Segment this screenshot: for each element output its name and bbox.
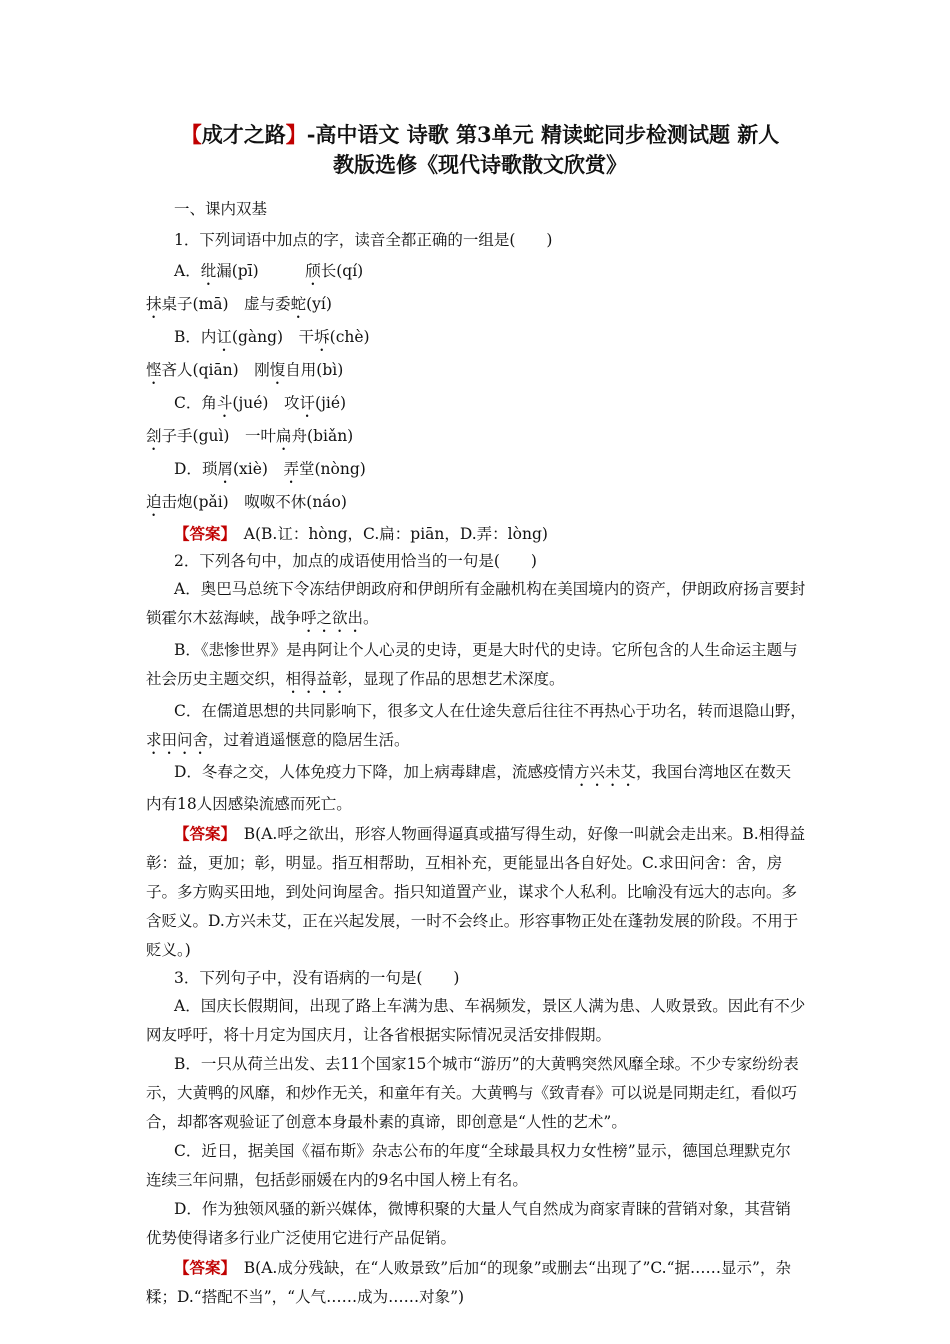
title-bracket-text: 成才之路	[201, 122, 286, 147]
q1-option-b-line2	[146, 355, 806, 388]
dotted-char: 蛇	[290, 295, 307, 313]
option-label: D．	[174, 460, 202, 478]
word-part: 自用(bì)	[285, 361, 344, 379]
q2-answer	[146, 819, 806, 965]
page-title	[140, 120, 820, 180]
title-line-2: 教版选修《现代诗歌散文欣赏》	[333, 152, 627, 177]
dotted-char: 屑	[217, 460, 233, 478]
word-part: (chè)	[329, 328, 370, 346]
q2-stem: 2．下列各句中，加点的成语使用恰当的一句是( )	[174, 552, 537, 570]
word-part: 角	[201, 394, 217, 412]
dotted-char: 斗	[216, 394, 233, 412]
title-bracket-open: 【	[180, 122, 202, 147]
dotted-char: 纰	[200, 262, 217, 280]
word-part: 击炮(pǎi)	[161, 493, 229, 511]
dotted-idiom: 相得益彰	[285, 670, 348, 688]
q1-option-b-line1	[146, 322, 806, 355]
option-text: B．《悲惨世界》是冉阿让个人心灵的史诗，更是大时代的史诗。它所包含的人生命运主题与社会历史主题交织，	[146, 641, 798, 688]
word-part: (yí)	[306, 295, 332, 313]
word-part: 虚与委	[244, 295, 291, 313]
option-text: 。	[363, 609, 379, 627]
dotted-char: 弄	[283, 460, 299, 478]
answer-label: 【答案】	[174, 824, 229, 843]
word-part: 刚	[254, 361, 270, 379]
option-text: ，过着逍遥惬意的隐居生活。	[208, 731, 410, 749]
q2-option-d	[146, 758, 806, 819]
document-body	[146, 194, 806, 1312]
q2-option-b	[146, 636, 806, 697]
word-part: (jué)	[232, 394, 269, 412]
q3-stem: 3．下列句子中，没有语病的一句是( )	[174, 969, 460, 987]
q3-answer	[146, 1253, 806, 1312]
title-bracket-close: 】	[285, 122, 307, 147]
dotted-char: 坼	[314, 328, 330, 346]
dotted-char: 颀	[305, 262, 321, 280]
q1-option-c-line2	[146, 421, 806, 454]
q3-option-d: D．作为独领风骚的新兴媒体，微博积聚的大量人气自然成为商家青睐的营销对象，其营销优势使得诸多行业广泛使用它进行产品促销。	[146, 1200, 791, 1247]
word-part: 漏(pī)	[216, 262, 259, 280]
q3-option-a: A．国庆长假期间，出现了路上车满为患、车祸频发，景区人满为患、人败景致。因此有不少网友呼吁，将十月定为国庆月，让各省根据实际情况灵活安排假期。	[146, 997, 806, 1044]
option-label: B．	[174, 328, 201, 346]
word-part: 子手(guì)	[161, 427, 230, 445]
option-label: C．	[174, 394, 202, 412]
q1-stem: 1．下列词语中加点的字，读音全都正确的一组是( )	[174, 231, 553, 249]
section-heading: 一、课内双基	[174, 200, 268, 218]
word-part: (xiè)	[232, 460, 268, 478]
dotted-char: 扁	[276, 427, 292, 445]
option-text: C．在儒道思想的共同影响下，很多文人在仕途失意后往往不再热心于功名，转而退隐山野，	[174, 702, 806, 720]
dotted-char: 讦	[299, 394, 316, 412]
q3-option-c: C．近日，据美国《福布斯》杂志公布的年度“全球最具权力女性榜”显示，德国总理默克尔连续三年问鼎，包括彭丽媛在内的9名中国人榜上有名。	[146, 1142, 791, 1189]
q1-option-a-line2	[146, 289, 806, 322]
word-part: 吝人(qiān)	[161, 361, 239, 379]
answer-text: B(A.成分残缺，在“人败景致”后加“的现象”或删去“出现了”C.“据……显示”，杂糅；D.“搭配不当”，“人气……成为……对象”)	[146, 1259, 791, 1306]
answer-text: A(B.讧：hòng，C.扁：piān，D.弄：lòng)	[228, 525, 548, 543]
word-part: 琐	[201, 460, 218, 478]
word-part: 呶呶不休	[244, 493, 307, 511]
word-part: 攻	[283, 394, 300, 412]
dotted-idiom: 呼之欲出	[301, 609, 364, 627]
option-text: A．奥巴马总统下令冻结伊朗政府和伊朗所有金融机构在美国境内的资产，伊朗政府扬言要封锁霍尔木兹海峡，战争	[146, 580, 806, 627]
q1-answer	[146, 520, 806, 548]
option-text: D．冬春之交，人体免疫力下降，加上病毒肆虐，流感疫情	[174, 763, 574, 781]
word-part: 舟(biǎn)	[291, 427, 354, 445]
word-part: 长(qí)	[320, 262, 364, 280]
dotted-char: 讧	[216, 328, 232, 346]
option-label: A．	[174, 262, 201, 280]
q3-option-b: B．一只从荷兰出发、去11个国家15个城市“游历”的大黄鸭突然风靡全球。不少专家纷纷表示，大黄鸭的风靡，和炒作无关，和童年有关。大黄鸭与《致青春》可以说是同期走红，看似巧合，却都客观验证了创意本身最朴素的真谛，即创意是“人性的艺术”。	[146, 1055, 799, 1131]
dotted-char: 悭	[146, 361, 162, 379]
word-part: 干	[298, 328, 315, 346]
word-part: (gàng)	[231, 328, 284, 346]
q1-option-d-line2	[146, 487, 806, 520]
word-part: (jié)	[315, 394, 347, 412]
dotted-idiom: 求田问舍	[146, 731, 209, 749]
q2-option-a	[146, 575, 806, 636]
answer-label: 【答案】	[174, 524, 229, 543]
answer-label: 【答案】	[174, 1258, 229, 1277]
dotted-char: 迫	[146, 493, 162, 511]
q1-option-a-line1	[146, 256, 806, 289]
dotted-char: 抹	[146, 295, 162, 313]
word-part: (náo)	[306, 493, 347, 511]
answer-text: B(A.呼之欲出，形容人物画得逼真或描写得生动，好像一叫就会走出来。B.相得益彰：益，更加；彰，明显。指互相帮助，互相补充，更能显出各自好处。C.求田问舍：舍，房子。多方购买田地，到处问询屋舍。指只知道置产业，谋求个人私利。比喻没有远大的志向。多含贬义。D.方兴未艾，正在兴起发展，一时不会终止。形容事物正处在蓬勃发展的阶段。不用于贬义。)	[146, 825, 806, 959]
word-part: 堂(nòng)	[298, 460, 366, 478]
q1-option-c-line1	[146, 388, 806, 421]
word-part: 桌子(mā)	[161, 295, 229, 313]
option-text: ，我国台湾地区在数天内有18人因感染流感而死亡。	[146, 763, 791, 813]
dotted-char: 愎	[269, 361, 286, 379]
q1-option-d-line1	[146, 454, 806, 487]
word-part: 一叶	[245, 427, 277, 445]
dotted-char: 刽	[146, 427, 162, 445]
q2-option-c	[146, 697, 806, 758]
dotted-idiom: 方兴未艾	[573, 763, 636, 781]
option-text: ，显现了作品的思想艺术深度。	[347, 670, 565, 688]
title-line-1-rest: -高中语文 诗歌 第3单元 精读蛇同步检测试题 新人	[306, 122, 780, 147]
word-part: 内	[200, 328, 217, 346]
